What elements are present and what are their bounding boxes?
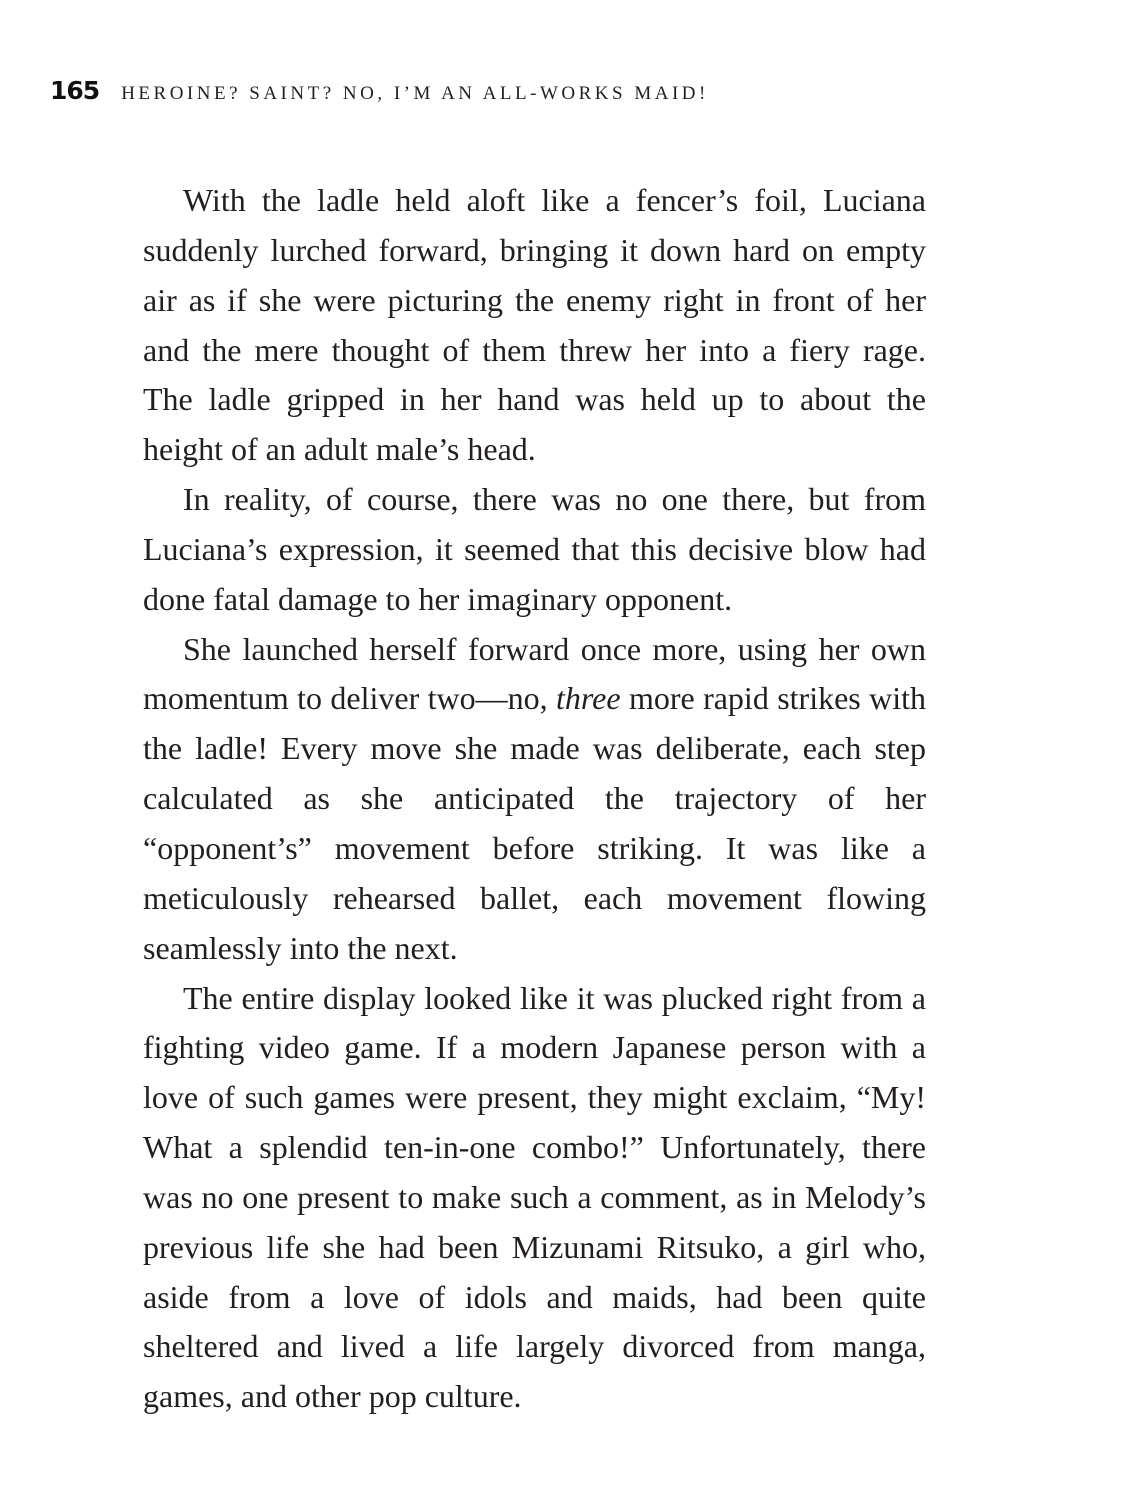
paragraph-2: In reality, of course, there was no one there, but from Luciana’s expression, it seemed that this decisive blow had done fatal damage to her imaginary opponent. bbox=[143, 481, 926, 617]
book-title: HEROINE? SAINT? NO, I’M AN ALL-WORKS MAID! bbox=[121, 83, 709, 104]
paragraph-4: The entire display looked like it was plucked right from a fighting video game. If a modern Japanese person with a love of such games were present, they might exclaim, “My! What a splendid ten-in-one combo!” Unfortunately, there was no one present to make such a comment, as in Melody’s previous life she had been Mizunami Ritsuko, a girl who, aside from a love of idols and maids, had been quite sheltered and lived a life largely divorced from manga, games, and other pop culture. bbox=[143, 979, 926, 1415]
emphasis-three: three bbox=[556, 680, 621, 717]
paragraph-3 bbox=[143, 625, 926, 974]
running-head bbox=[50, 76, 709, 105]
paragraph-1: With the ladle held aloft like a fencer’s foil, Luciana suddenly lurched forward, bringing it down hard on empty air as if she were picturing the enemy right in front of her and the mere thought of them threw her into a fiery rage. The ladle gripped in her hand was held up to about the height of an adult male’s head. bbox=[143, 182, 926, 468]
paragraph-3-text-before: She launched herself forward once more, using her own momentum to deliver two—no, bbox=[143, 630, 926, 717]
body-text bbox=[143, 176, 926, 1422]
page-number: 165 bbox=[50, 76, 100, 105]
paragraph-3-text-after: more rapid strikes with the ladle! Every move she made was deliberate, each step calculated as she anticipated the trajectory of her “opponent’s” movement before striking. It was like a meticulously rehearsed ballet, each movement flowing seamlessly into the next. bbox=[143, 680, 926, 966]
